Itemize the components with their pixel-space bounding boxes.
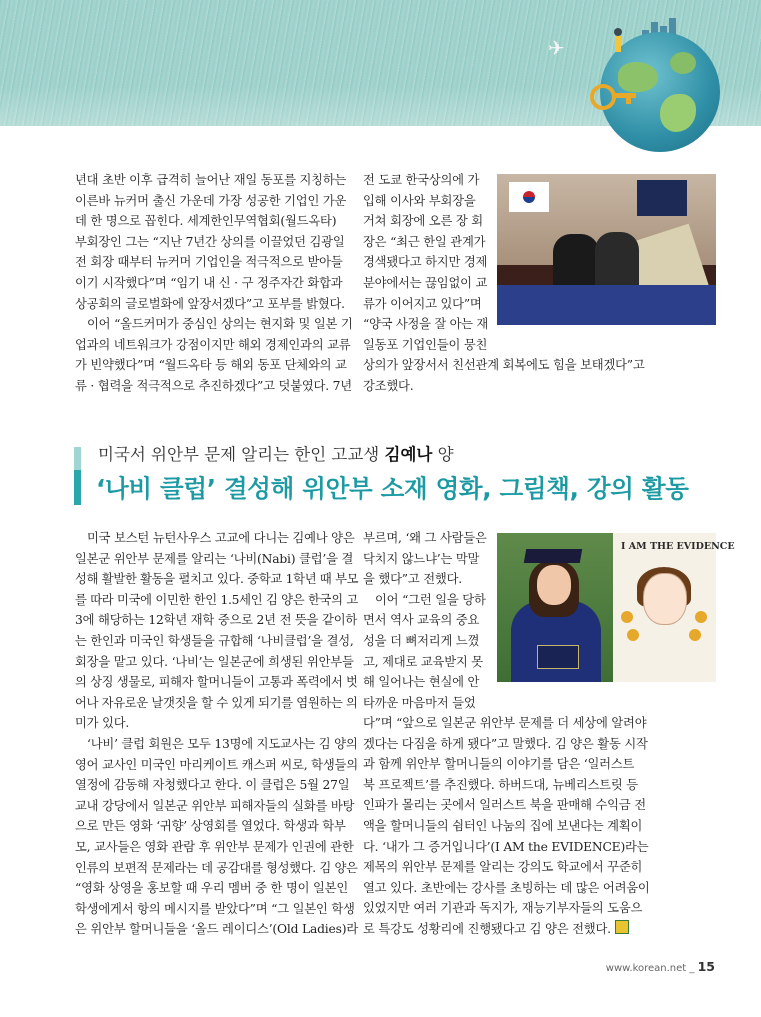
end-mark-icon (615, 920, 629, 934)
text-line: 타까운 마음마저 들었 (363, 695, 476, 710)
book-title: I AM THE EVIDENCE (621, 541, 735, 552)
text-line: 겠다는 다짐을 하게 됐다”고 말했다. 김 양은 활동 시작 (363, 736, 648, 751)
text-line: 교내 강당에서 일본군 위안부 피해자들의 실화를 바탕 (75, 798, 355, 813)
text-line: 부르며, ‘왜 그 사람들은 (363, 531, 487, 545)
book-cover (613, 533, 735, 682)
text-line: 북 프로젝트’를 추진했다. 하버드대, 뉴베리스트릿 등 (363, 777, 638, 792)
key-icon (590, 84, 636, 106)
text-line: 경색됐다고 하지만 경제 (363, 255, 488, 270)
text-line: 해 일어나는 현실에 안 (363, 675, 480, 690)
article2-headline: ‘나비 클럽’ 결성해 위안부 소재 영화, 그림책, 강의 활동 (96, 474, 689, 503)
text-line: 미가 있다. (75, 716, 130, 731)
text-line: 이어 “그런 일을 당하 (375, 592, 486, 607)
text-line: “양국 사정을 잘 아는 재 (363, 317, 489, 332)
text-line: 은 위안부 할머니들을 ‘올드 레이디스’(Old Ladies)라 (75, 922, 358, 937)
article1-right-column-top (363, 170, 488, 355)
text-line: 으로 만든 영화 ‘귀향’ 상영회를 열었다. 학생과 학부 (75, 819, 346, 834)
text-line: “영화 상영을 홍보할 때 우리 멤버 중 한 명이 일본인 (75, 881, 349, 896)
article1-left-column (75, 170, 358, 397)
article2-right-column-top (363, 528, 488, 713)
graduation-cap-icon (524, 549, 582, 563)
text-line: 제목의 위안부 문제를 알리는 강의도 학교에서 꾸준히 (363, 860, 643, 875)
text-line: 업과의 네트워크가 강점이지만 해외 경제인과의 교류 (75, 337, 351, 352)
text-line: 회장을 맡고 있다. ‘나비’는 일본군에 희생된 위안부들 (75, 654, 354, 669)
airplane-icon: ✈ (548, 36, 565, 60)
text-line: 분야에서는 끊임없이 교 (363, 275, 488, 290)
text-line: 일본군 위안부 문제를 알리는 ‘나비(Nabi) 클럽’을 결 (75, 551, 354, 566)
text-line: 년대 초반 이후 급격히 늘어난 재일 동포를 지칭하는 (75, 173, 347, 187)
text-line: 인류의 보편적 문제라는 데 공감대를 형성했다. 김 양은 (75, 860, 358, 875)
text-line: 이어 “올드커머가 중심인 상의는 현지화 및 일본 기 (87, 317, 353, 332)
text-line: 거쳐 회장에 오른 장 회 (363, 214, 483, 229)
korean-flag-icon (509, 182, 549, 212)
text-line: 영어 교사인 미국인 마리케이트 캐스퍼 씨로, 학생들의 (75, 757, 358, 772)
text-line: 류 · 협력을 적극적으로 추진하겠다”고 덧붙였다. 7년 (75, 378, 352, 393)
text-line: 는 한인과 미국인 학생들을 규합해 ‘나비클럽’을 결성, (75, 633, 354, 648)
text-line: 의 상징 생물로, 피해자 할머니들이 고통과 폭력에서 벗 (75, 675, 358, 690)
page-number: 15 (697, 959, 715, 974)
text-line: 장은 “최근 한일 관계가 (363, 234, 486, 249)
text-line: 인파가 몰리는 곳에서 일러스트 북을 판매해 수익금 전 (363, 798, 646, 813)
text-line: 액을 할머니들의 쉼터인 나눔의 집에 보낸다는 계획이 (363, 818, 643, 833)
text-line: 다. ‘내가 그 증거입니다’(I AM the EVIDENCE)라는 (363, 839, 649, 854)
text-line: 있었지만 여러 기관과 독지가, 재능기부자들의 도움으 (363, 901, 643, 916)
text-line: 어나 자유로운 날갯짓을 할 수 있게 되기를 염원하는 의 (75, 695, 358, 710)
text-line: 미국 보스턴 뉴턴사우스 고교에 다니는 김예나 양은 (87, 531, 355, 545)
section-accent-bar (74, 447, 81, 505)
text-line: 상공회의 글로벌화에 앞장서겠다”고 포부를 밝혔다. (75, 296, 345, 311)
graduation-photo-and-book-cover (497, 533, 735, 682)
text-line: 를 따라 미국에 이민한 한인 1.5세인 김 양은 한국의 고 (75, 592, 358, 607)
text-line: 면서 역사 교육의 중요 (363, 613, 480, 628)
article2-right-column-bottom (363, 713, 716, 940)
text-line: ‘나비’ 클럽 회원은 모두 13명에 지도교사는 김 양의 (87, 736, 358, 751)
text-line: 전 회장 때부터 뉴커머 기업인을 적극적으로 받아들 (75, 255, 343, 270)
page-footer (606, 959, 715, 974)
text-line: 부회장인 그는 “지난 7년간 상의를 이끌었던 김광일 (75, 234, 345, 249)
text-line: 전 도쿄 한국상의에 가 (363, 173, 480, 187)
article2-subtitle: 미국서 위안부 문제 알리는 한인 고교생 김예나 양 (98, 445, 454, 464)
text-line: 류가 이어지고 있다”며 (363, 296, 482, 311)
text-line: 고, 제대로 교육받지 못 (363, 654, 483, 669)
text-line: 학생에게서 항의 메시지를 받았다”며 “그 일본인 학생 (75, 901, 355, 916)
text-line: 성을 더 뼈저리게 느꼈 (363, 633, 480, 648)
text-line: 성해 활발한 활동을 펼치고 있다. 중학교 1학년 때 부모 (75, 572, 359, 587)
footer-site: www.korean.net (605, 963, 687, 974)
text-line: 열고 있다. 초반에는 강사를 초빙하는 데 많은 어려움이 (363, 880, 650, 895)
student-name: 김예나 (384, 445, 433, 464)
text-line: 과 함께 위안부 할머니들의 이야기를 담은 ‘일러스트 (363, 757, 635, 772)
text-line: 상의가 앞장서서 친선관계 회복에도 힘을 보태겠다”고 (363, 358, 645, 372)
text-line: 로 특강도 성황리에 진행됐다고 김 양은 전했다. (363, 919, 716, 940)
article1-right-column-bottom (363, 355, 716, 396)
text-line: 이기 시작했다”며 “임기 내 신 · 구 정주자간 화합과 (75, 275, 343, 290)
text-line: 을 했다”고 전했다. (363, 572, 462, 587)
text-line: 닥치지 않느냐’는 막말 (363, 551, 480, 566)
text-line: 가 빈약했다”며 “월드옥타 등 해외 동포 단체와의 교 (75, 358, 347, 373)
text-line: 다”며 “앞으로 일본군 위안부 문제를 더 세상에 알려야 (363, 716, 647, 730)
text-line: 모, 교사들은 영화 관람 후 위안부 문제가 인권에 관한 (75, 839, 354, 854)
text-line: 이른바 뉴커머 출신 가운데 가장 성공한 기업인 가운 (75, 193, 347, 208)
text-line: 강조했다. (363, 378, 414, 393)
person-figure-icon (608, 28, 628, 58)
footer-separator: _ (689, 963, 695, 974)
text-line: 3에 해당하는 12학년 재학 중으로 2년 전 뜻을 같이하 (75, 613, 358, 628)
ceremony-photo (497, 174, 716, 325)
article2-left-column (75, 528, 358, 940)
text-line: 데 한 명으로 꼽힌다. 세계한인무역협회(월드옥타) (75, 214, 337, 229)
text-line: 일동포 기업인들이 뭉친 (363, 337, 488, 352)
text-line: 입해 이사와 부회장을 (363, 193, 476, 208)
text-line: 열정에 감동해 자청했다고 한다. 이 클럽은 5월 27일 (75, 778, 350, 793)
